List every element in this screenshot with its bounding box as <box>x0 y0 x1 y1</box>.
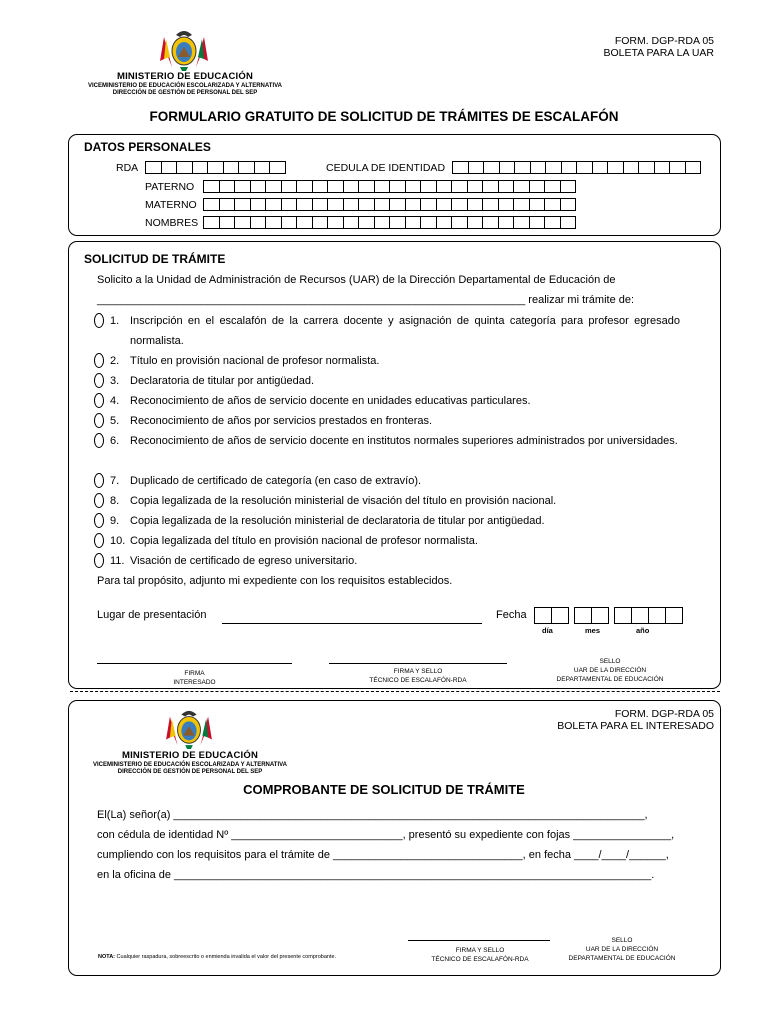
signature-line-technician <box>329 663 507 664</box>
form-code-block <box>520 35 714 59</box>
option-text: Inscripción en el escalafón de la carrera docente y asignación de quinta categoría para profesor egresado normalista. <box>130 315 680 347</box>
option-radio[interactable] <box>94 553 104 568</box>
form-copy: BOLETA PARA LA UAR <box>603 47 714 59</box>
note-label: NOTA: <box>98 954 116 960</box>
form-code: FORM. DGP-RDA 05 <box>614 35 714 47</box>
option-radio[interactable] <box>94 493 104 508</box>
option-text: Reconocimiento de años de servicio docente en institutos normales superiores administrados por universidades. <box>130 435 678 447</box>
option-6[interactable]: 6. Reconocimiento de años de servicio docente en institutos normales superiores administrados por universidades. <box>94 431 686 451</box>
receipt-signature-technician: FIRMA Y SELLO TÉCNICO DE ESCALAFÓN-RDA <box>431 947 529 963</box>
date-year-boxes[interactable] <box>614 607 682 624</box>
option-radio[interactable] <box>94 313 104 328</box>
ministry-name: MINISTERIO DE EDUCACIÓN <box>116 71 254 82</box>
ci-label: CEDULA DE IDENTIDAD <box>326 162 446 174</box>
paterno-boxes[interactable] <box>203 180 575 193</box>
option-radio[interactable] <box>94 513 104 528</box>
direction: DIRECCIÓN DE GESTIÓN DE PERSONAL DEL SEP <box>112 89 258 96</box>
receipt-form-code-block <box>480 708 714 732</box>
page-title: FORMULARIO GRATUITO DE SOLICITUD DE TRÁMITES DE ESCALAFÓN <box>149 109 619 124</box>
option-4[interactable]: 4. Reconocimiento de años de servicio docente en unidades educativas particulares. <box>94 391 700 411</box>
option-radio[interactable] <box>94 533 104 548</box>
option-text: Reconocimiento de años por servicios prestados en fronteras. <box>130 415 433 427</box>
direction: DIRECCIÓN DE GESTIÓN DE PERSONAL DEL SEP <box>117 768 263 775</box>
request-intro-2[interactable]: ______________________________________________________________________ realizar mi trámite de: <box>97 294 635 306</box>
option-8[interactable]: 8. Copia legalizada de la resolución ministerial de visación del título en provisión nacional. <box>94 491 700 511</box>
vice-ministry: VICEMINISTERIO DE EDUCACIÓN ESCOLARIZADA Y ALTERNATIVA <box>87 82 282 89</box>
bolivia-coat-of-arms-icon <box>158 27 210 71</box>
month-caption: mes <box>585 626 601 635</box>
receipt-note <box>98 954 336 960</box>
option-2[interactable]: 2. Título en provisión nacional de profesor normalista. <box>94 351 700 371</box>
option-text: Duplicado de certificado de categoría (en caso de extravío). <box>130 475 422 487</box>
signature-technician: FIRMA Y SELLO TÉCNICO DE ESCALAFÓN-RDA <box>369 668 467 684</box>
option-text: Reconocimiento de años de servicio docente en unidades educativas particulares. <box>130 395 531 407</box>
option-text: Declaratoria de titular por antigüedad. <box>130 375 315 387</box>
date-month-boxes[interactable] <box>574 607 608 624</box>
receipt-form-code: FORM. DGP-RDA 05 <box>614 708 714 720</box>
request-title: SOLICITUD DE TRÁMITE <box>84 252 226 266</box>
year-caption: año <box>636 626 650 635</box>
option-text: Visación de certificado de egreso universitario. <box>130 555 358 567</box>
receipt-signature-line <box>408 940 550 941</box>
note-text: Cualquier raspadura, sobreescrito o enmienda invalida el valor del presente comprobante. <box>115 954 337 960</box>
day-caption: día <box>542 626 553 635</box>
option-10[interactable]: 10. Copia legalizada del título en provisión nacional de profesor normalista. <box>94 531 700 551</box>
receipt-office-line[interactable]: en la oficina de ______________________________________________________________________________. <box>97 869 655 881</box>
ministry-name: MINISTERIO DE EDUCACIÓN <box>121 750 259 761</box>
place-input[interactable] <box>222 623 482 624</box>
nombres-boxes[interactable] <box>203 216 575 229</box>
option-radio[interactable] <box>94 393 104 408</box>
option-text: Título en provisión nacional de profesor normalista. <box>130 355 380 367</box>
receipt-name-line[interactable]: El(La) señor(a) _____________________________________________________________________________, <box>97 809 648 821</box>
purpose-text: Para tal propósito, adjunto mi expediente con los requisitos establecidos. <box>97 575 453 587</box>
signature-interested: FIRMA INTERESADO <box>173 670 216 686</box>
option-11[interactable]: 11. Visación de certificado de egreso universitario. <box>94 551 700 571</box>
date-label: Fecha <box>496 609 527 621</box>
option-7[interactable]: 7. Duplicado de certificado de categoría (en caso de extravío). <box>94 471 700 491</box>
option-5[interactable]: 5. Reconocimiento de años por servicios prestados en fronteras. <box>94 411 700 431</box>
receipt-form-copy: BOLETA PARA EL INTERESADO <box>557 720 714 732</box>
ministry-block <box>60 72 310 96</box>
materno-label: MATERNO <box>145 199 197 211</box>
option-radio[interactable] <box>94 433 104 448</box>
receipt-ministry-block <box>65 751 315 775</box>
paterno-label: PATERNO <box>145 181 195 193</box>
cut-line <box>70 691 720 692</box>
option-radio[interactable] <box>94 413 104 428</box>
option-radio[interactable] <box>94 373 104 388</box>
option-text: Copia legalizada del título en provisión nacional de profesor normalista. <box>130 535 478 547</box>
signature-line-interested <box>97 663 292 664</box>
receipt-id-line[interactable]: con cédula de identidad Nº ____________________________, presentó su expediente con fojas ________________, <box>97 829 675 841</box>
receipt-title: COMPROBANTE DE SOLICITUD DE TRÁMITE <box>243 782 525 797</box>
option-radio[interactable] <box>94 473 104 488</box>
nombres-label: NOMBRES <box>145 217 199 229</box>
option-text: Copia legalizada de la resolución ministerial de declaratoria de titular por antigüedad. <box>130 515 545 527</box>
option-text: Copia legalizada de la resolución ministerial de visación del título en provisión nacional. <box>130 495 557 507</box>
date-day-boxes[interactable] <box>534 607 568 624</box>
vice-ministry: VICEMINISTERIO DE EDUCACIÓN ESCOLARIZADA Y ALTERNATIVA <box>92 761 287 768</box>
receipt-seal-uar: SELLO UAR DE LA DIRECCIÓN DEPARTAMENTAL DE EDUCACIÓN <box>568 937 676 962</box>
rda-label: RDA <box>116 162 139 174</box>
materno-boxes[interactable] <box>203 198 575 211</box>
bolivia-coat-of-arms-icon <box>164 707 214 749</box>
rda-boxes[interactable] <box>145 161 285 174</box>
receipt-procedure-line[interactable]: cumpliendo con los requisitos para el trámite de _______________________________, en fecha ____/____/______, <box>97 849 669 861</box>
request-intro-1: Solicito a la Unidad de Administración de Recursos (UAR) de la Dirección Departamental de Educación de <box>97 274 616 286</box>
option-9[interactable]: 9. Copia legalizada de la resolución ministerial de declaratoria de titular por antigüedad. <box>94 511 700 531</box>
seal-uar: SELLO UAR DE LA DIRECCIÓN DEPARTAMENTAL DE EDUCACIÓN <box>556 658 664 683</box>
option-1[interactable]: 1. Inscripción en el escalafón de la carrera docente y asignación de quinta categoría para profesor egresado normalista. <box>94 311 680 351</box>
personal-data-title: DATOS PERSONALES <box>84 140 211 154</box>
place-label: Lugar de presentación <box>97 609 207 621</box>
option-3[interactable]: 3. Declaratoria de titular por antigüedad. <box>94 371 700 391</box>
option-radio[interactable] <box>94 353 104 368</box>
ci-boxes[interactable] <box>452 161 700 174</box>
